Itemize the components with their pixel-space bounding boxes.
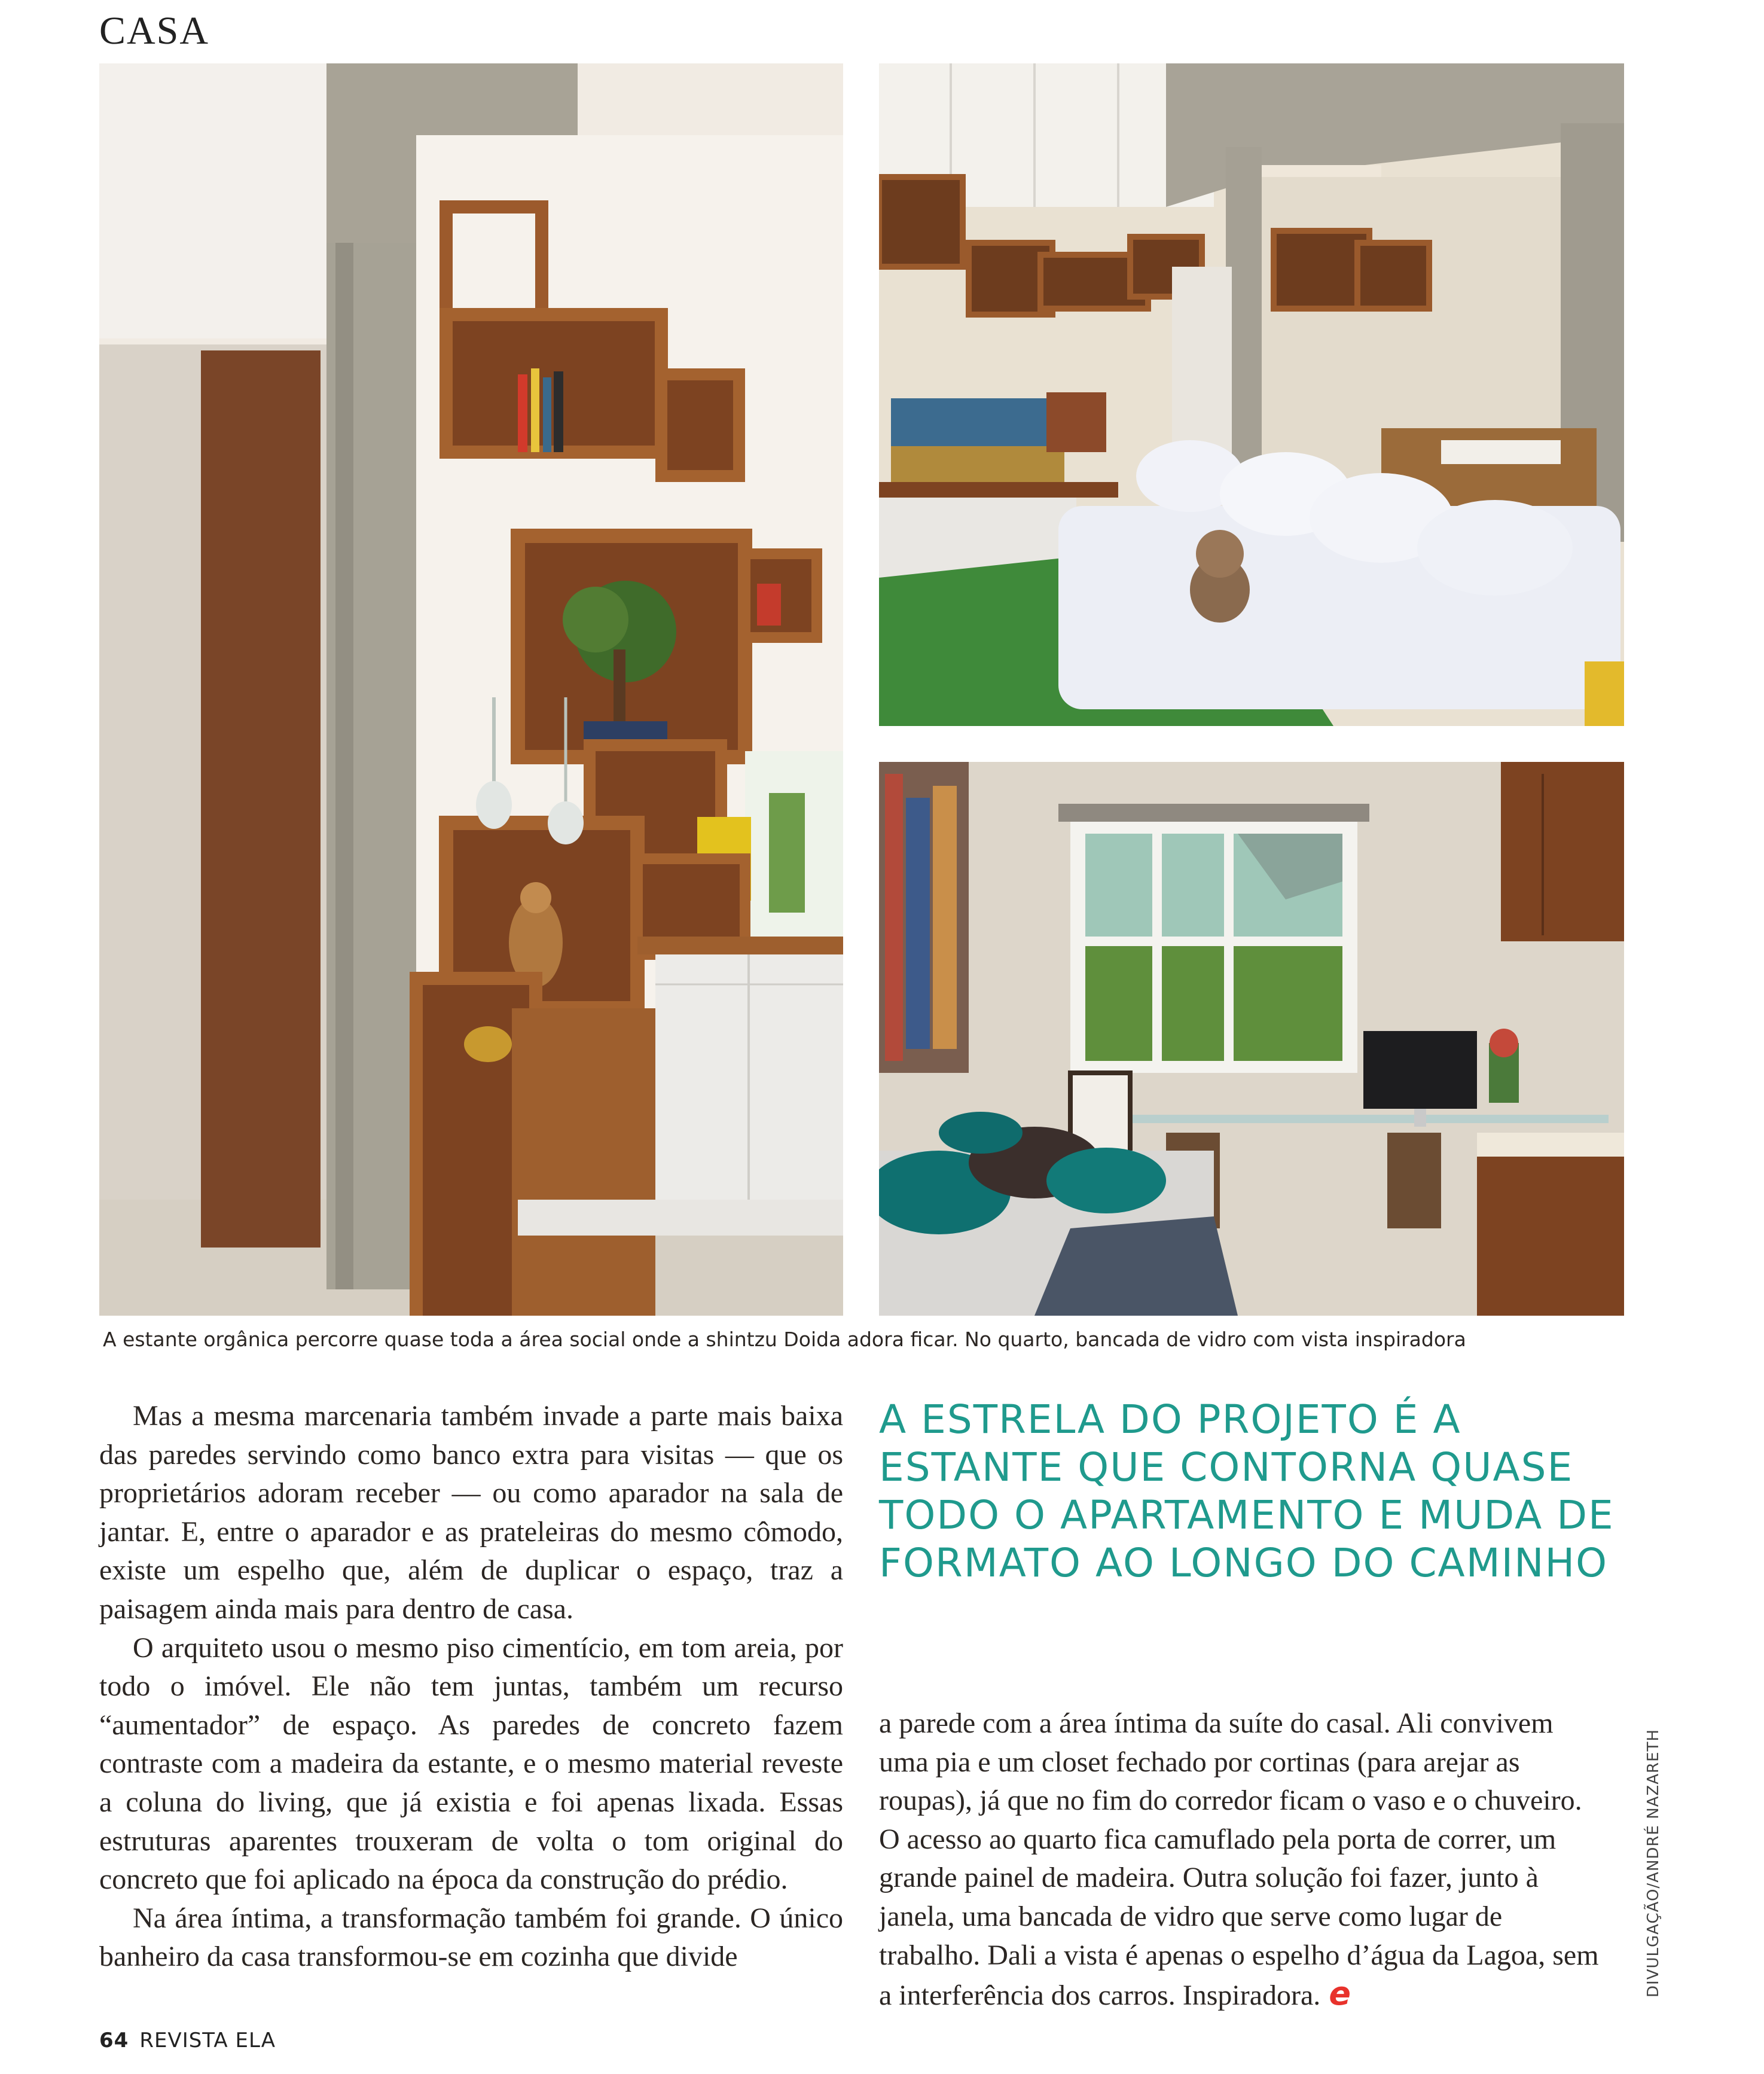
photo-organic-shelf	[99, 63, 843, 1316]
photo-credit: DIVULGAÇÃO/ANDRÉ NAZARETH	[1644, 1729, 1662, 1997]
publication-name: REVISTA ELA	[139, 2029, 276, 2052]
article-paragraph: Na área íntima, a transformação também foi grande. O único banheiro da casa transformou-se em cozinha que divide	[99, 1902, 843, 1973]
photo-living-room	[879, 63, 1624, 726]
pull-quote: A ESTRELA DO PROJETO É A ESTANTE QUE CONTORNA QUASE TODO O APARTAMENTO E MUDA DE FORMATO AO LONGO DO CAMINHO	[879, 1396, 1615, 1586]
end-mark-logo: e	[1329, 1975, 1351, 2013]
page-footer	[99, 2029, 276, 2052]
photo-bedroom	[879, 762, 1624, 1316]
article-paragraph: O arquiteto usou o mesmo piso cimentício, em tom areia, por todo o imóvel. Ele não tem juntas, também um recurso “aumentador” de espaço. As paredes de concreto fazem contraste com a madeira da estante, e o mesmo material reveste a coluna do living, que já existia e foi apenas lixada. Essas estruturas aparentes trouxeram de volta o tom original do concreto que foi aplicado na época da construção do prédio.	[99, 1631, 843, 1896]
page-number: 64	[99, 2029, 129, 2052]
article-paragraph	[879, 1704, 1604, 2015]
photo-caption: A estante orgânica percorre quase toda a área social onde a shintzu Doida adora ficar. No quarto, bancada de vidro com vista inspiradora	[103, 1328, 1466, 1351]
article-paragraph-text: a parede com a área íntima da suíte do casal. Ali convivem uma pia e um closet fechado por cortinas (para arejar as roupas), já que no fim do corredor ficam o vaso e o chuveiro. O acesso ao quarto fica camuflado pela porta de correr, um grande painel de madeira. Outra solução foi fazer, junto à janela, uma bancada de vidro que serve como lugar de trabalho. Dali a vista é apenas o espelho d’água da Lagoa, sem a interferência dos carros. Inspiradora.	[879, 1707, 1599, 2012]
article-column-left	[99, 1397, 843, 1977]
article-paragraph: Mas a mesma marcenaria também invade a parte mais baixa das paredes servindo como banco extra para visitas — que os proprietários adoram receber — ou como aparador na sala de jantar. E, entre o aparador e as prateleiras do mesmo cômodo, existe um espelho que, além de duplicar o espaço, traz a paisagem ainda mais para dentro de casa.	[99, 1400, 843, 1625]
article-column-right	[879, 1704, 1604, 2015]
section-label: CASA	[99, 9, 210, 53]
